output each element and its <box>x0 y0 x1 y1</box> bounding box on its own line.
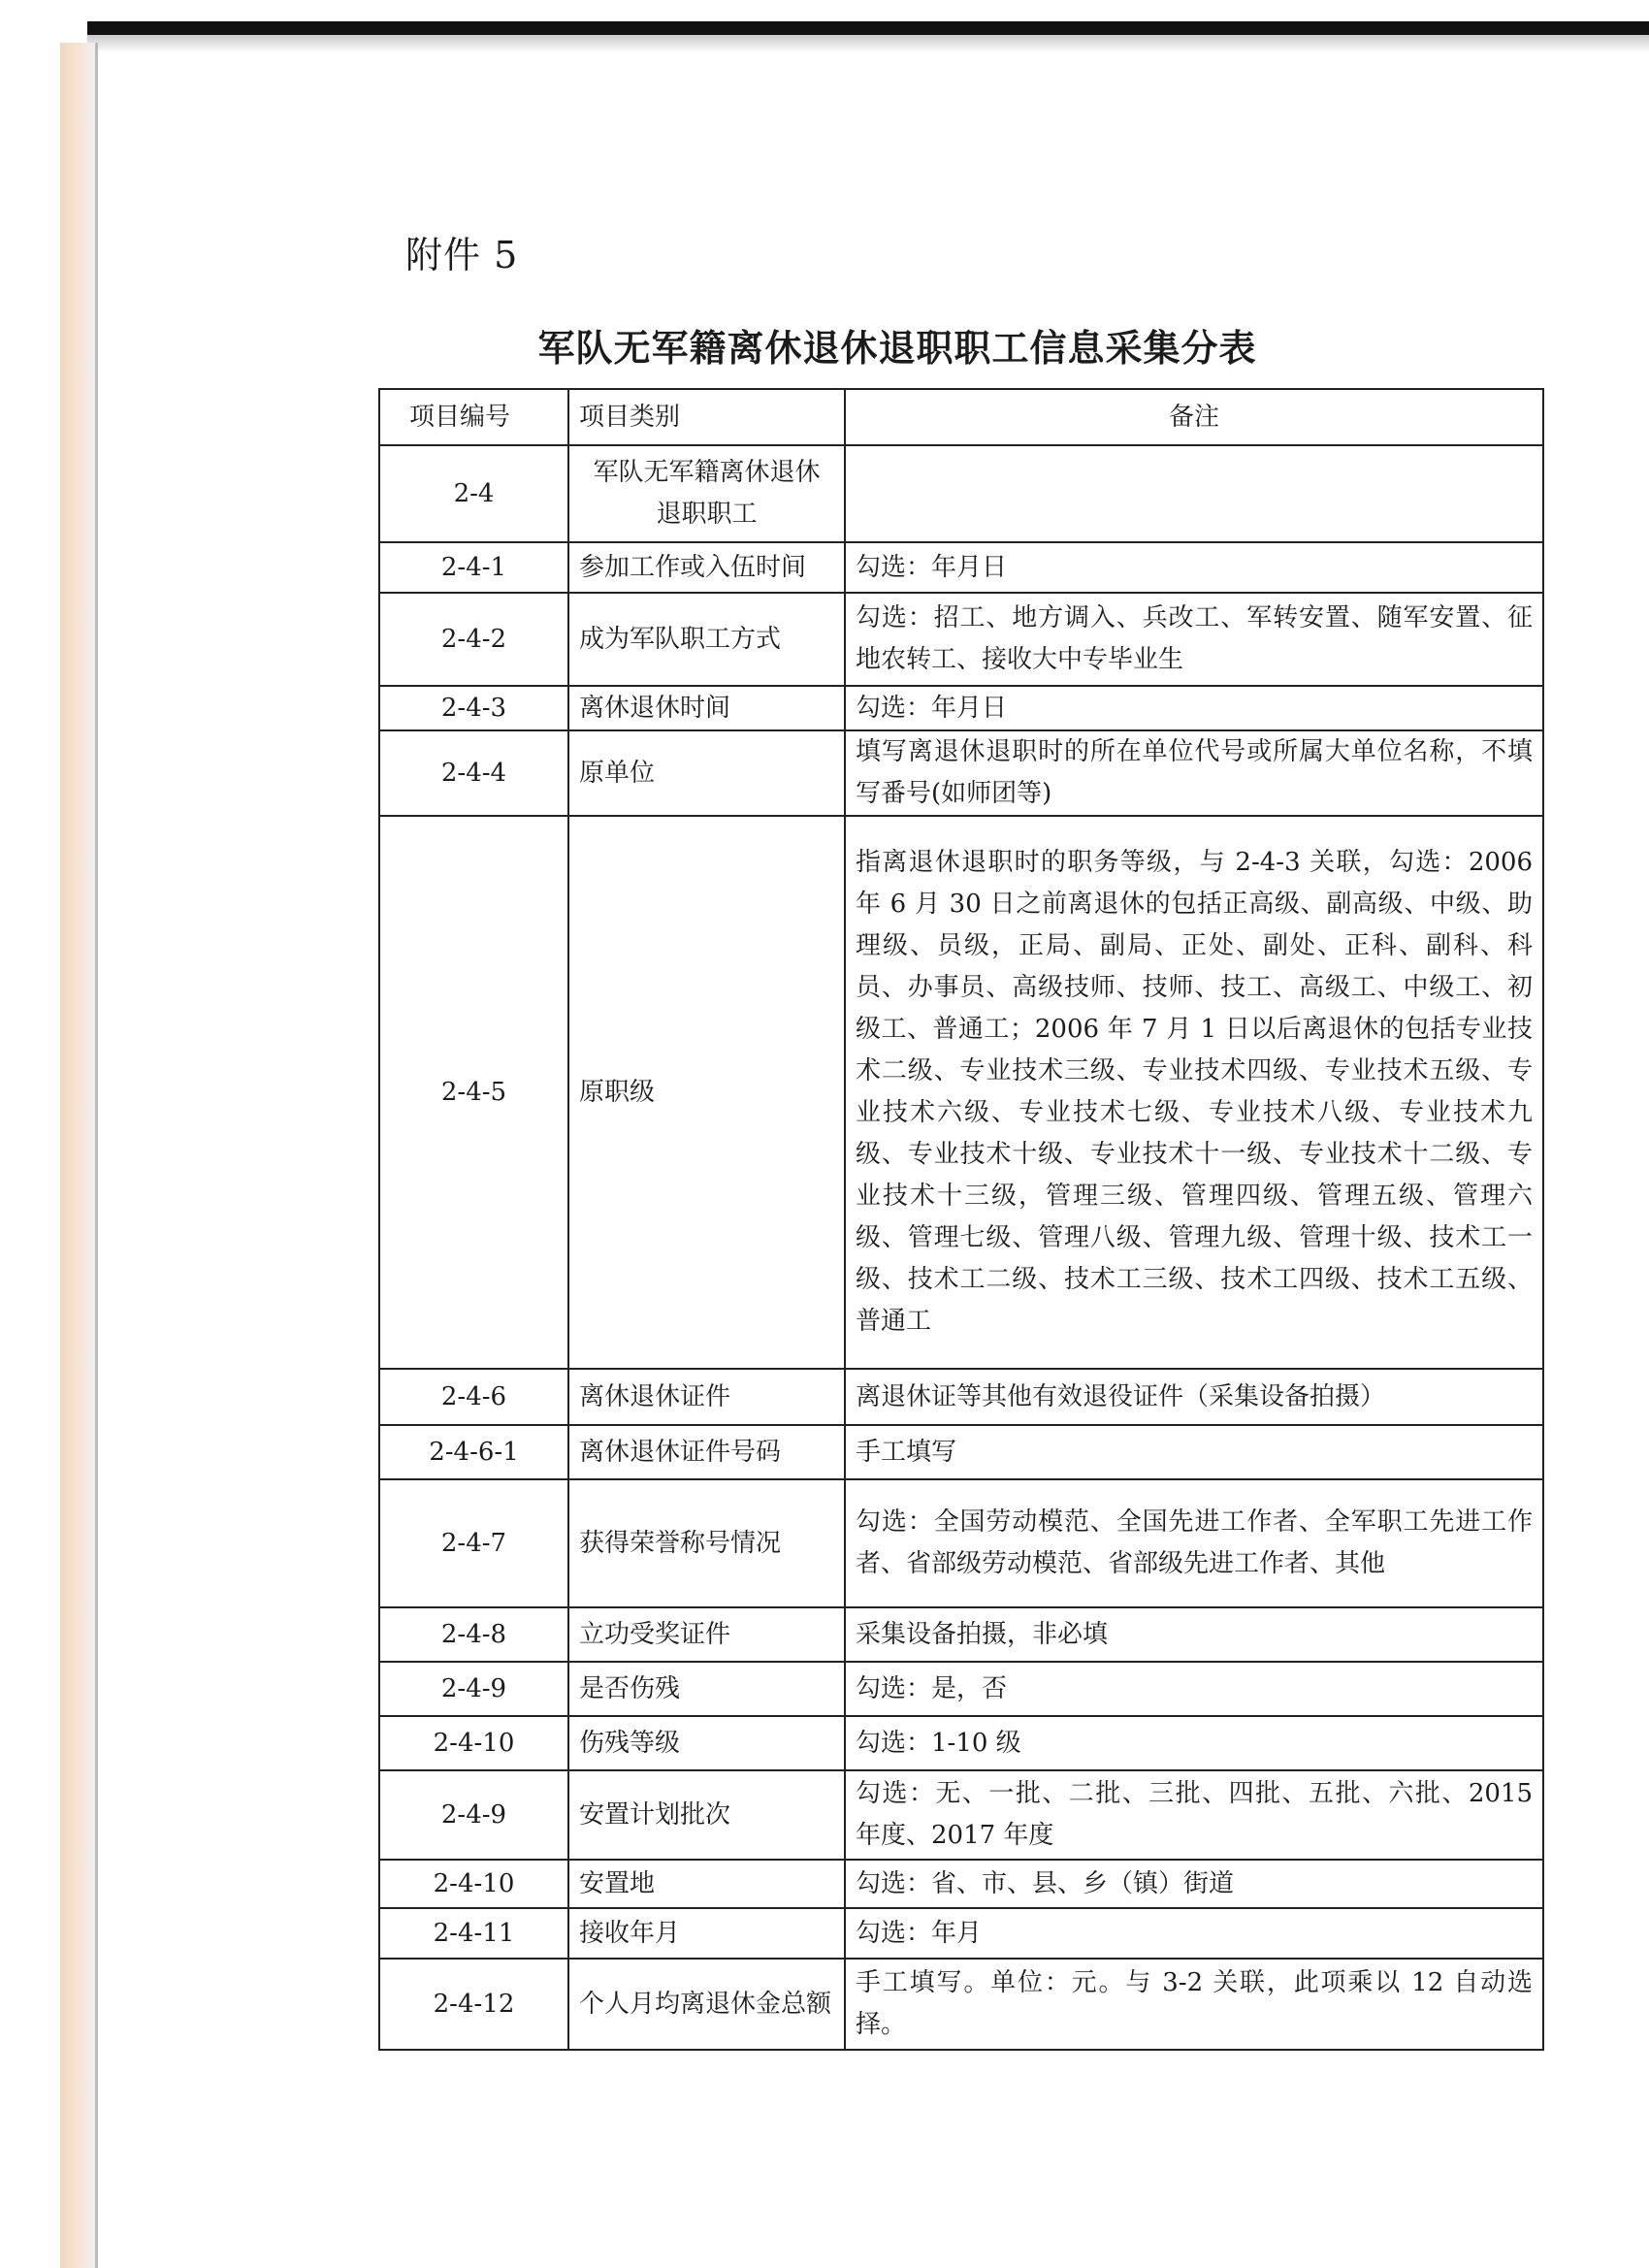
page-spine-line <box>95 43 98 2268</box>
row-note: 勾选：年月 <box>845 1908 1543 1959</box>
table-row <box>379 1425 1543 1479</box>
table-row <box>379 1369 1543 1425</box>
table-header-row <box>379 389 1543 445</box>
row-category: 获得荣誉称号情况 <box>568 1479 845 1607</box>
table-row <box>379 1479 1543 1607</box>
row-category: 成为军队职工方式 <box>568 593 845 686</box>
table-row <box>379 542 1543 593</box>
table-row <box>379 686 1543 730</box>
table-row <box>379 1860 1543 1908</box>
header-code: 项目编号 <box>379 389 568 445</box>
row-note: 勾选：全国劳动模范、全国先进工作者、全军职工先进工作者、省部级劳动模范、省部级先进工作者、其他 <box>845 1479 1543 1607</box>
row-note: 勾选：1-10 级 <box>845 1716 1543 1770</box>
row-note: 勾选：无、一批、二批、三批、四批、五批、六批、2015 年度、2017 年度 <box>845 1770 1543 1860</box>
table-row <box>379 593 1543 686</box>
row-code: 2-4-7 <box>379 1479 568 1607</box>
row-code: 2-4-12 <box>379 1959 568 2050</box>
row-category: 是否伤残 <box>568 1662 845 1716</box>
row-note: 勾选：是，否 <box>845 1662 1543 1716</box>
row-note: 勾选：招工、地方调入、兵改工、军转安置、随军安置、征地农转工、接收大中专毕业生 <box>845 593 1543 686</box>
row-category: 安置地 <box>568 1860 845 1908</box>
row-code: 2-4-6 <box>379 1369 568 1425</box>
row-category: 参加工作或入伍时间 <box>568 542 845 593</box>
info-table <box>378 388 1544 2051</box>
table-row <box>379 445 1543 542</box>
row-category: 离休退休证件号码 <box>568 1425 845 1479</box>
row-note: 手工填写 <box>845 1425 1543 1479</box>
table-row <box>379 1607 1543 1662</box>
row-note: 手工填写。单位：元。与 3-2 关联，此项乘以 12 自动选择。 <box>845 1959 1543 2050</box>
row-code: 2-4-10 <box>379 1716 568 1770</box>
row-code: 2-4-6-1 <box>379 1425 568 1479</box>
row-note: 指离退休退职时的职务等级，与 2-4-3 关联，勾选：2006 年 6 月 30 日之前离退休的包括正高级、副高级、中级、助理级、员级，正局、副局、正处、副处、正科、副科、科员、办事员、高级技师、技师、技工、高级工、中级工、初级工、普通工；2006 年 7 月 1 日以后离退休的包括专业技术二级、专业技术三级、专业技术四级、专业技术五级、专业技术六级、专业技术七级、专业技术八级、专业技术九级、专业技术十级、专业技术十一级、专业技术十二级、专业技术十三级，管理三级、管理四级、管理五级、管理六级、管理七级、管理八级、管理九级、管理十级、技术工一级、技术工二级、技术工三级、技术工四级、技术工五级、普通工 <box>845 816 1543 1369</box>
row-note: 勾选：省、市、县、乡（镇）街道 <box>845 1860 1543 1908</box>
row-code: 2-4-9 <box>379 1770 568 1860</box>
table-row <box>379 1662 1543 1716</box>
row-code: 2-4-2 <box>379 593 568 686</box>
page-title: 军队无军籍离休退休退职职工信息采集分表 <box>537 327 1257 370</box>
row-code: 2-4-9 <box>379 1662 568 1716</box>
row-category: 军队无军籍离休退休退职职工 <box>568 445 845 542</box>
row-note: 离退休证等其他有效退役证件（采集设备拍摄） <box>845 1369 1543 1425</box>
header-category: 项目类别 <box>568 389 845 445</box>
attachment-label: 附件 5 <box>405 234 519 276</box>
row-code: 2-4-10 <box>379 1860 568 1908</box>
row-category: 离休退休证件 <box>568 1369 845 1425</box>
row-category: 接收年月 <box>568 1908 845 1959</box>
table-row <box>379 1908 1543 1959</box>
row-note: 勾选：年月日 <box>845 542 1543 593</box>
table-row <box>379 1959 1543 2050</box>
table-row <box>379 1770 1543 1860</box>
row-category: 原单位 <box>568 730 845 816</box>
row-code: 2-4-8 <box>379 1607 568 1662</box>
row-category: 伤残等级 <box>568 1716 845 1770</box>
table-row <box>379 730 1543 816</box>
page-spine <box>60 43 95 2268</box>
row-note: 勾选：年月日 <box>845 686 1543 730</box>
row-note: 填写离退休退职时的所在单位代号或所属大单位名称，不填写番号(如师团等) <box>845 730 1543 816</box>
row-code: 2-4 <box>379 445 568 542</box>
table-row <box>379 1716 1543 1770</box>
row-category: 立功受奖证件 <box>568 1607 845 1662</box>
table-row <box>379 816 1543 1369</box>
row-code: 2-4-1 <box>379 542 568 593</box>
row-category: 原职级 <box>568 816 845 1369</box>
row-code: 2-4-5 <box>379 816 568 1369</box>
row-note <box>845 445 1543 542</box>
row-code: 2-4-4 <box>379 730 568 816</box>
row-note: 采集设备拍摄，非必填 <box>845 1607 1543 1662</box>
header-note: 备注 <box>845 389 1543 445</box>
row-category: 安置计划批次 <box>568 1770 845 1860</box>
scan-top-shadow <box>87 35 1649 52</box>
row-code: 2-4-11 <box>379 1908 568 1959</box>
row-category: 离休退休时间 <box>568 686 845 730</box>
row-code: 2-4-3 <box>379 686 568 730</box>
row-category: 个人月均离退休金总额 <box>568 1959 845 2050</box>
scan-top-edge <box>87 21 1649 35</box>
